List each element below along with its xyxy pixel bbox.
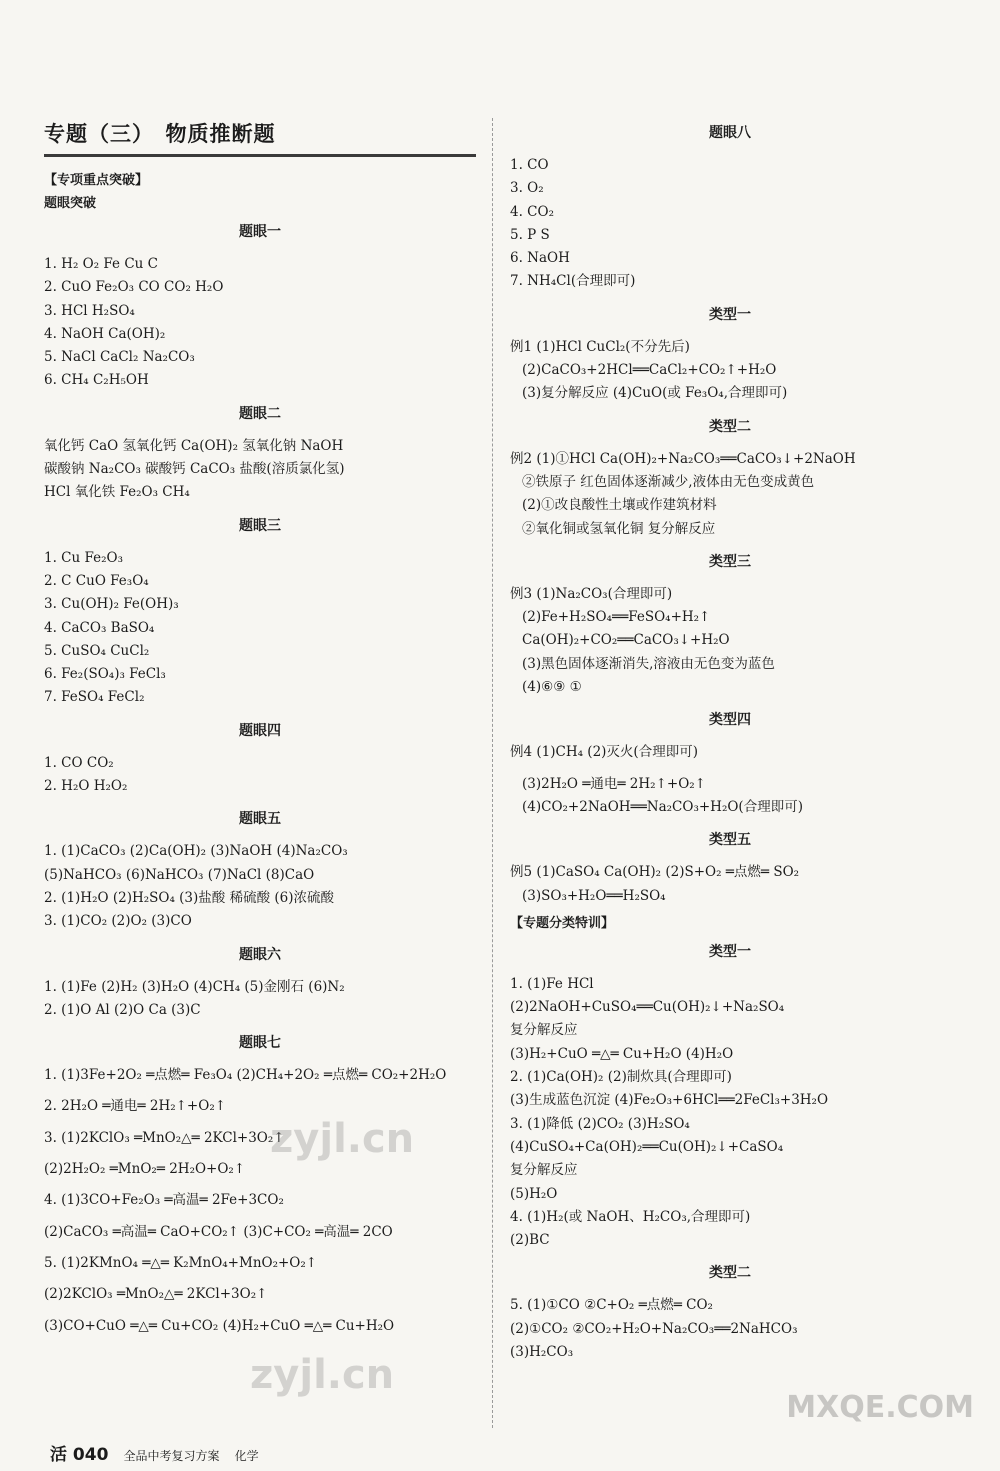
answer-line: 3. (1)CO₂ (2)O₂ (3)CO [44, 913, 192, 930]
answer-line: (2)2KClO₃ ═MnO₂△═ 2KCl+3O₂↑ [44, 1286, 268, 1303]
section-tiyan-8 [510, 122, 950, 294]
answer-line: 3. (1)降低 (2)CO₂ (3)H₂SO₄ [510, 1115, 690, 1132]
answer-line: (3)CO+CuO ═△═ Cu+CO₂ (4)H₂+CuO ═△═ Cu+H₂O [44, 1317, 395, 1334]
answer-line: 2. H₂O H₂O₂ [44, 778, 128, 795]
answer-line: 5. (1)2KMnO₄ ═△═ K₂MnO₄+MnO₂+O₂↑ [44, 1254, 318, 1271]
section-heading: 类型三 [709, 553, 751, 570]
answer-line: 5. P S [510, 226, 550, 243]
section-tiyan-5 [44, 808, 476, 933]
answer-line: (2)Fe+H₂SO₄══FeSO₄+H₂↑ [522, 609, 711, 626]
answer-line: (3)SO₃+H₂O══H₂SO₄ [522, 887, 666, 904]
section-train-type-1 [510, 941, 950, 1253]
answer-line: (2)CaCO₃+2HCl══CaCl₂+CO₂↑+H₂O [522, 362, 777, 379]
answer-line: ②铁原子 红色固体逐渐减少,液体由无色变成黄色 [522, 473, 815, 490]
answer-line: 4. CaCO₃ BaSO₄ [44, 619, 155, 636]
section-heading: 类型一 [709, 943, 751, 960]
section-heading: 题眼四 [239, 722, 281, 739]
section-type-4 [510, 709, 950, 819]
section-heading: 题眼八 [709, 125, 751, 141]
answer-line: (4)CuSO₄+Ca(OH)₂══Cu(OH)₂↓+CaSO₄ [510, 1138, 784, 1155]
answer-line: (2)2NaOH+CuSO₄══Cu(OH)₂↓+Na₂SO₄ [510, 999, 785, 1016]
answer-line: (2)2H₂O₂ ═MnO₂═ 2H₂O+O₂↑ [44, 1161, 246, 1178]
answer-line: (2)①改良酸性土壤或作建筑材料 [522, 497, 717, 514]
answer-line: (4)CO₂+2NaOH══Na₂CO₃+H₂O(合理即可) [522, 798, 803, 815]
section-tiyan-1 [44, 221, 476, 393]
answer-line: ②氧化铜或氢氧化铜 复分解反应 [522, 520, 716, 537]
answer-line: 3. O₂ [510, 180, 544, 197]
answer-line: 例4 (1)CH₄ (2)灭火(合理即可) [510, 744, 698, 761]
section-heading: 题眼七 [239, 1035, 281, 1052]
section-bracket-label: 【专项重点突破】 [44, 173, 149, 188]
section-type-1 [510, 304, 950, 406]
section-tiyan-3 [44, 515, 476, 710]
section-train-type-2 [510, 1262, 950, 1364]
section-heading: 题眼二 [239, 405, 281, 422]
answer-line: 6. NaOH [510, 250, 570, 267]
answer-line: 氧化钙 CaO 氢氧化钙 Ca(OH)₂ 氢氧化钠 NaOH [44, 437, 344, 454]
answer-line: (3)2H₂O ═通电═ 2H₂↑+O₂↑ [522, 775, 706, 792]
section-heading: 类型二 [709, 1265, 751, 1282]
answer-line: 例5 (1)CaSO₄ Ca(OH)₂ (2)S+O₂ ═点燃═ SO₂ [510, 864, 800, 881]
answer-line: 1. (1)Fe (2)H₂ (3)H₂O (4)CH₄ (5)金刚石 (6)N₂ [44, 978, 345, 995]
answer-line: 1. (1)3Fe+2O₂ ═点燃═ Fe₃O₄ (2)CH₄+2O₂ ═点燃═ CO₂+2H₂O [44, 1067, 447, 1084]
answer-line: 2. CuO Fe₂O₃ CO CO₂ H₂O [44, 279, 224, 296]
watermark-logo: zyjl.cn [270, 1116, 415, 1162]
section-type-2 [510, 416, 950, 541]
watermark-logo: zyjl.cn [250, 1352, 395, 1398]
section-tiyan-7 [44, 1032, 476, 1338]
watermark-logo: MXQE.COM [786, 1390, 974, 1425]
answer-line: 2. (1)O Al (2)O Ca (3)C [44, 1001, 201, 1018]
answer-line: 1. CO [510, 157, 549, 173]
answer-line: 7. FeSO₄ FeCl₂ [44, 689, 145, 706]
answer-line: 5. CuSO₄ CuCl₂ [44, 642, 150, 659]
answer-line: 例1 (1)HCl CuCl₂(不分先后) [510, 338, 690, 355]
answer-line: 复分解反应 [510, 1022, 578, 1039]
section-heading: 类型二 [709, 418, 751, 435]
answer-line: 碳酸钠 Na₂CO₃ 碳酸钙 CaCO₃ 盐酸(溶质氯化氢) [44, 461, 345, 478]
answer-line: 4. (1)3CO+Fe₂O₃ ═高温═ 2Fe+3CO₂ [44, 1192, 284, 1209]
answer-line: 1. CO CO₂ [44, 754, 114, 771]
answer-line: 2. C CuO Fe₃O₄ [44, 572, 149, 589]
main-title: 专题（三） 物质推断题 [44, 118, 476, 157]
section-tiyan-6 [44, 944, 476, 1023]
answer-line: (3)黑色固体逐渐消失,溶液由无色变为蓝色 [522, 655, 775, 672]
answer-line: 1. H₂ O₂ Fe Cu C [44, 256, 158, 272]
answer-line: Ca(OH)₂+CO₂══CaCO₃↓+H₂O [522, 632, 730, 649]
column-divider [492, 118, 493, 1428]
book-title: 全品中考复习方案 [123, 1449, 220, 1463]
answer-line: 5. (1)①CO ②C+O₂ ═点燃═ CO₂ [510, 1297, 713, 1314]
section-tiyan-4 [44, 720, 476, 799]
page-footer [50, 1440, 259, 1465]
answer-line: 7. NH₄Cl(合理即可) [510, 273, 636, 290]
answer-line: 4. (1)H₂(或 NaOH、H₂CO₃,合理即可) [510, 1208, 751, 1225]
answer-line: 2. (1)H₂O (2)H₂SO₄ (3)盐酸 稀硫酸 (6)浓硫酸 [44, 889, 334, 906]
section-heading: 类型五 [709, 832, 751, 849]
right-column [510, 122, 950, 1364]
answer-line: 1. Cu Fe₂O₃ [44, 549, 123, 566]
answer-line: 6. Fe₂(SO₄)₃ FeCl₃ [44, 666, 166, 683]
answer-line: (2)①CO₂ ②CO₂+H₂O+Na₂CO₃══2NaHCO₃ [510, 1320, 798, 1337]
answer-line: (3)H₂+CuO ═△═ Cu+H₂O (4)H₂O [510, 1045, 734, 1062]
answer-line: 例3 (1)Na₂CO₃(合理即可) [510, 585, 673, 602]
section-heading: 题眼六 [239, 946, 281, 963]
section-type-3 [510, 551, 950, 699]
answer-line: (5)NaHCO₃ (6)NaHCO₃ (7)NaCl (8)CaO [44, 866, 315, 883]
section-heading: 题眼一 [239, 224, 281, 240]
section-heading: 类型一 [709, 306, 751, 323]
page-number: 活 040 [50, 1445, 109, 1465]
answer-line: (3)复分解反应 (4)CuO(或 Fe₃O₄,合理即可) [522, 385, 788, 402]
answer-line: 3. HCl H₂SO₄ [44, 302, 135, 319]
section-heading: 题眼五 [239, 811, 281, 828]
answer-line: 6. CH₄ C₂H₅OH [44, 372, 149, 389]
answer-line: 例2 (1)①HCl Ca(OH)₂+Na₂CO₃══CaCO₃↓+2NaOH [510, 450, 856, 467]
section-type-5 [510, 829, 950, 908]
answer-line: (3)H₂CO₃ [510, 1343, 574, 1360]
subhead: 题眼突破 [44, 196, 97, 211]
answer-line: 1. (1)CaCO₃ (2)Ca(OH)₂ (3)NaOH (4)Na₂CO₃ [44, 843, 348, 860]
answer-line: 1. (1)Fe HCl [510, 975, 594, 992]
answer-line: 4. CO₂ [510, 203, 554, 220]
section-heading: 类型四 [709, 712, 751, 729]
answer-line: (3)生成蓝色沉淀 (4)Fe₂O₃+6HCl══2FeCl₃+3H₂O [510, 1092, 829, 1109]
section-bracket-label-2: 【专题分类特训】 [510, 915, 615, 931]
subject-label: 化学 [234, 1449, 259, 1463]
answer-line: (2)CaCO₃ ═高温═ CaO+CO₂↑ (3)C+CO₂ ═高温═ 2CO [44, 1223, 393, 1240]
answer-line: 复分解反应 [510, 1162, 578, 1179]
section-heading: 题眼三 [239, 517, 281, 534]
answer-line: HCl 氧化铁 Fe₂O₃ CH₄ [44, 484, 190, 501]
answer-line: 4. NaOH Ca(OH)₂ [44, 325, 166, 342]
answer-line: (2)BC [510, 1232, 550, 1249]
answer-line: 2. 2H₂O ═通电═ 2H₂↑+O₂↑ [44, 1098, 227, 1115]
answer-line: 3. Cu(OH)₂ Fe(OH)₃ [44, 596, 179, 613]
answer-line: 3. (1)2KClO₃ ═MnO₂△═ 2KCl+3O₂↑ [44, 1129, 285, 1146]
answer-line: 2. (1)Ca(OH)₂ (2)制炊具(合理即可) [510, 1069, 732, 1086]
section-tiyan-2 [44, 403, 476, 505]
answer-line: 5. NaCl CaCl₂ Na₂CO₃ [44, 349, 195, 366]
answer-line: (5)H₂O [510, 1185, 558, 1202]
answer-line: (4)⑥⑨ ① [522, 679, 582, 696]
